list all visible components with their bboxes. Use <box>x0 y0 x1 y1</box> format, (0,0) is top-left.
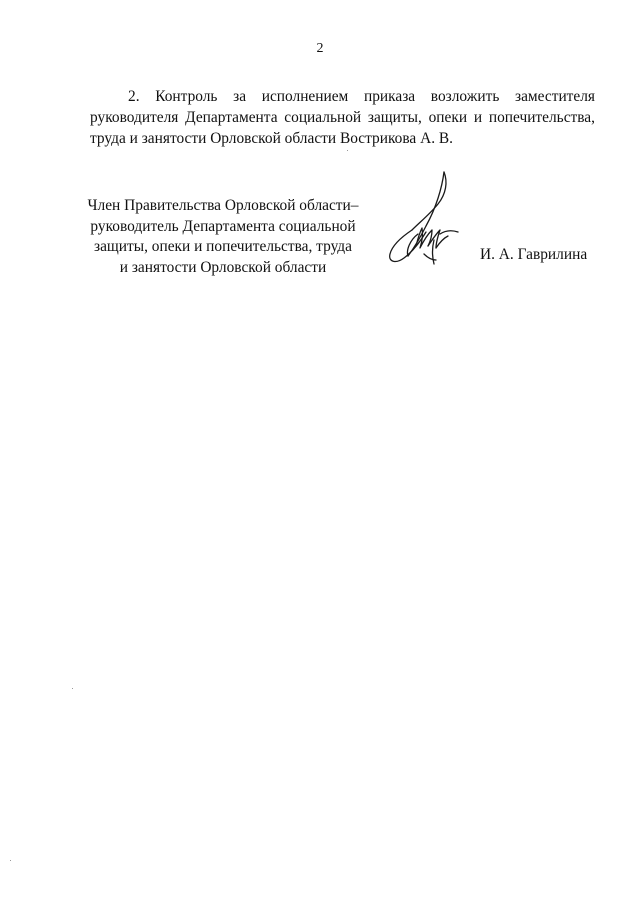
signatory-title-line: и занятости Орловской области <box>119 258 327 276</box>
scan-speck <box>10 860 11 861</box>
signatory-name: И. А. Гаврилина <box>480 246 588 263</box>
signatory-title-line: руководитель Департамента социальной <box>90 217 356 235</box>
body-paragraph: 2. Контроль за исполнением приказа возложить заместителя руководителя Департамента социальной защиты, опеки и попечительства, труда и занятости Орловской области Вострикова А. В. <box>90 88 595 147</box>
signature-icon <box>378 168 473 273</box>
page-number: 2 <box>316 41 324 56</box>
signatory-title-line: защиты, опеки и попечительства, труда <box>94 238 352 255</box>
scan-speck <box>347 150 348 151</box>
scan-speck <box>72 688 73 689</box>
signatory-title-line: Член Правительства Орловской области– <box>87 197 359 214</box>
signatory-title <box>78 196 368 278</box>
